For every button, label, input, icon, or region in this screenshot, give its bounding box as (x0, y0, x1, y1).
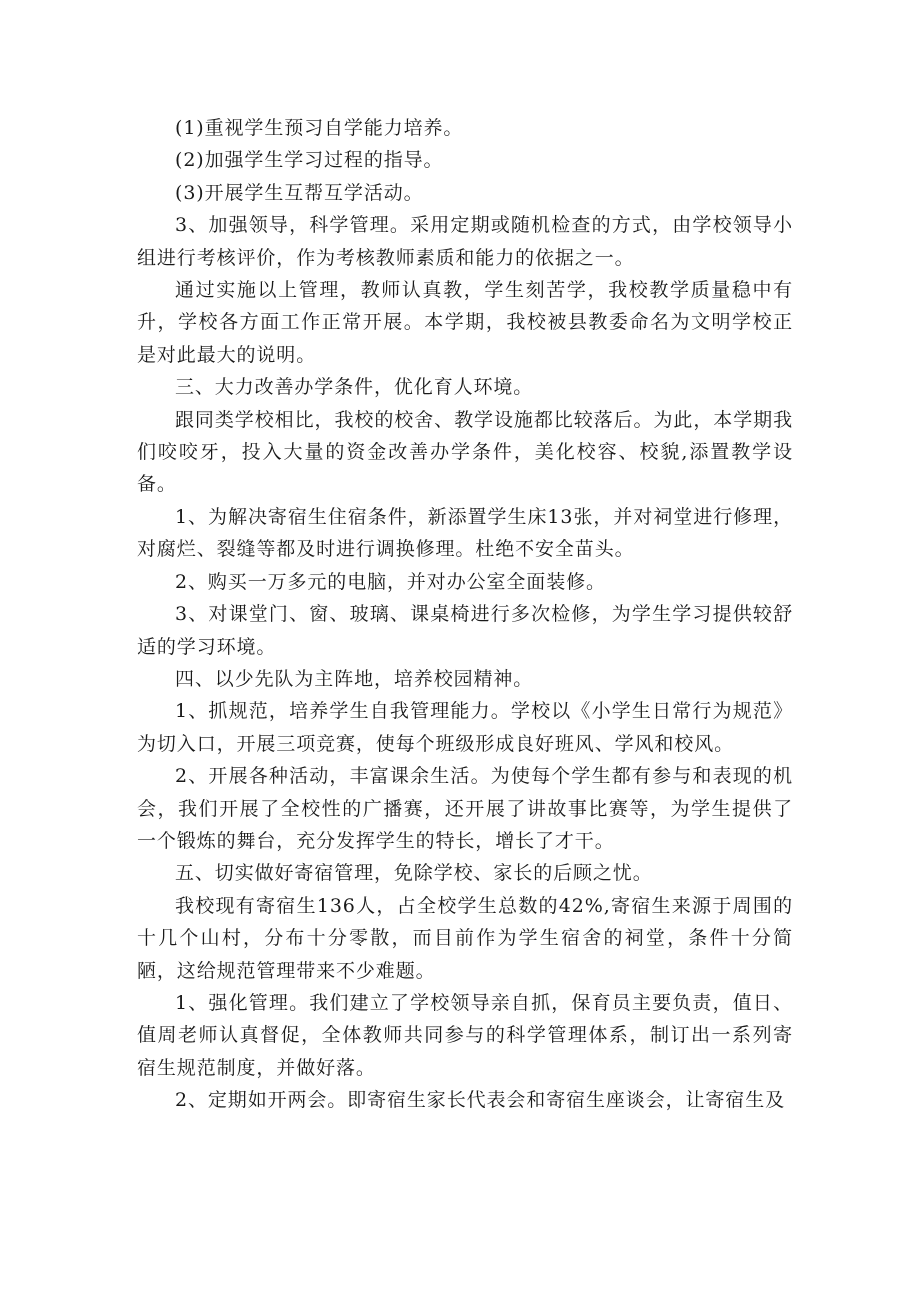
paragraph-1: (1)重视学生预习自学能力培养。 (175, 117, 464, 139)
paragraph-9: 2、购买一万多元的电脑，并对办公室全面装修。 (175, 570, 606, 593)
paragraph-7: 跟同类学校相比，我校的校舍、教学设施都比较落后。为此，本学期我们咬咬牙，投入大量的资金改善办学条件，美化校容、校貌,添置教学设备。 (137, 408, 793, 496)
document-body (137, 112, 793, 1117)
section-heading-3: 三、大力改善办学条件，优化育人环境。 (175, 376, 534, 399)
paragraph-13: 2、开展各种活动，丰富课余生活。为使每个学生都有参与和表现的机会，我们开展了全校性的广播赛，还开展了讲故事比赛等，为学生提供了一个锻炼的舞台，充分发挥学生的特长，增长了才干。 (137, 765, 793, 852)
paragraph-2: (2)加强学生学习过程的指导。 (175, 149, 444, 172)
paragraph-8: 1、为解决寄宿生住宿条件，新添置学生床13张，并对祠堂进行修理，对腐烂、裂缝等都及时进行调换修理。杜绝不安全苗头。 (137, 505, 793, 561)
paragraph-12: 1、抓规范，培养学生自我管理能力。学校以《小学生日常行为规范》为切入口，开展三项竞赛，使每个班级形成良好班风、学风和校风。 (137, 700, 793, 755)
paragraph-15: 我校现有寄宿生136人，占全校学生总数的42%,寄宿生来源于周围的十几个山村，分布十分零散，而目前作为学生宿舍的祠堂，条件十分简陋，这给规范管理带来不少难题。 (137, 894, 793, 982)
paragraph-4: 3、加强领导，科学管理。采用定期或随机检查的方式，由学校领导小组进行考核评价，作为考核教师素质和能力的依据之一。 (137, 214, 793, 269)
paragraph-17: 2、定期如开两会。即寄宿生家长代表会和寄宿生座谈会，让寄宿生及 (175, 1089, 785, 1112)
paragraph-3: (3)开展学生互帮互学活动。 (175, 181, 424, 204)
section-heading-4: 四、以少先队为主阵地，培养校园精神。 (175, 667, 534, 690)
paragraph-16: 1、强化管理。我们建立了学校领导亲自抓，保育员主要负责，值日、值周老师认真督促，全体教师共同参与的科学管理体系，制订出一系列寄宿生规范制度，并做好落。 (137, 991, 793, 1079)
section-heading-5: 五、切实做好寄宿管理，免除学校、家长的后顾之忧。 (175, 862, 653, 885)
paragraph-10: 3、对课堂门、窗、玻璃、课桌椅进行多次检修，为学生学习提供较舒适的学习环境。 (137, 603, 793, 658)
paragraph-5: 通过实施以上管理，教师认真教，学生刻苦学，我校教学质量稳中有升，学校各方面工作正常开展。本学期，我校被县教委命名为文明学校正是对此最大的说明。 (137, 279, 793, 366)
